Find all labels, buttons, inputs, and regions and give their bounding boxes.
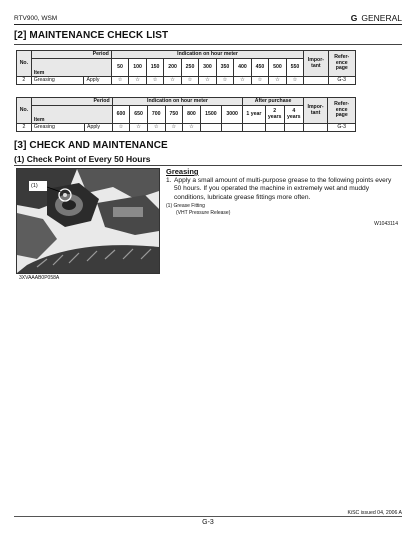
table2-period-header: Period xyxy=(31,98,112,106)
table2-mark: ☆ xyxy=(130,124,148,132)
table1-indication-header: Indication on hour meter xyxy=(111,51,303,59)
table1-hour: 250 xyxy=(181,59,198,77)
table2-mark xyxy=(284,124,303,132)
table2-row-action: Apply xyxy=(85,124,113,132)
table1-hour: 400 xyxy=(234,59,251,77)
table1-mark: ☆ xyxy=(181,77,198,85)
table2-mark: ☆ xyxy=(112,124,130,132)
table1-mark: ☆ xyxy=(216,77,233,85)
table1-mark: ☆ xyxy=(199,77,216,85)
section-letter: G xyxy=(350,13,358,23)
figure-caption: 3XVAAAB0P058A xyxy=(19,275,60,281)
table2-mark: ☆ xyxy=(183,124,201,132)
section-3-rule xyxy=(14,165,402,166)
table1-row-no: 2 xyxy=(17,77,32,85)
table2-mark: ☆ xyxy=(147,124,165,132)
table2-hour: 1500 xyxy=(200,106,221,124)
table1-mark: ☆ xyxy=(164,77,181,85)
table1-row-item: Greasing xyxy=(31,77,84,85)
table1-row-action: Apply xyxy=(84,77,111,85)
table1-hour: 350 xyxy=(216,59,233,77)
greasing-step xyxy=(166,177,398,202)
table2-mark xyxy=(200,124,221,132)
table2-indication-header: Indication on hour meter xyxy=(112,98,243,106)
section-header xyxy=(351,13,402,23)
table2-hour: 800 xyxy=(183,106,201,124)
table2-hour: 650 xyxy=(130,106,148,124)
step-text: Apply a small amount of multi-purpose grease to the following points every 50 hours. If you operated the machine in extremely wet and muddy conditions, lubricate grease fittings more often. xyxy=(174,177,392,201)
table2-row-item: Greasing xyxy=(31,124,84,132)
reference-code: W1043114 xyxy=(374,221,398,227)
table1-mark: ☆ xyxy=(286,77,304,85)
table2-after: 1 year xyxy=(243,106,265,124)
footer-rule xyxy=(14,516,402,517)
table2-hour: 600 xyxy=(112,106,130,124)
table2-row-no: 2 xyxy=(17,124,32,132)
table2-mark xyxy=(222,124,243,132)
table1-hour: 100 xyxy=(129,59,146,77)
table1-reference-header: Refer- ence page xyxy=(328,51,356,77)
greasing-heading: Greasing xyxy=(166,167,199,176)
grease-fitting-photo xyxy=(16,168,160,274)
table1-mark: ☆ xyxy=(269,77,286,85)
table1-period-header: Period xyxy=(31,51,111,59)
maintenance-table-2 xyxy=(16,97,356,132)
table1-hour: 300 xyxy=(199,59,216,77)
table1-hour: 450 xyxy=(251,59,268,77)
note-grease-fitting: (1) Grease Fitting xyxy=(166,203,205,209)
table1-hour: 150 xyxy=(146,59,163,77)
table2-no-header: No. xyxy=(17,98,32,124)
table1-important-header: Impor- tant xyxy=(304,51,328,77)
table1-no-header: No. xyxy=(17,51,32,77)
section-title: GENERAL xyxy=(361,13,402,23)
table1-mark: ☆ xyxy=(129,77,146,85)
table2-after-purchase-header: After purchase xyxy=(243,98,304,106)
section-2-rule xyxy=(14,44,402,45)
table2-mark: ☆ xyxy=(165,124,183,132)
section-3-subtitle: (1) Check Point of Every 50 Hours xyxy=(14,154,151,164)
page-number: G-3 xyxy=(202,519,214,526)
header-rule xyxy=(14,24,402,25)
table1-mark: ☆ xyxy=(234,77,251,85)
table2-hour: 3000 xyxy=(222,106,243,124)
table1-mark: ☆ xyxy=(111,77,128,85)
table2-item-header: Item xyxy=(31,106,112,124)
table1-hour: 50 xyxy=(111,59,128,77)
table2-hour: 700 xyxy=(147,106,165,124)
step-number: 1. xyxy=(166,177,172,184)
table2-row-ref: G-3 xyxy=(328,124,356,132)
table2-mark xyxy=(265,124,284,132)
document-code: RTV900, WSM xyxy=(14,15,58,22)
table2-reference-header: Refer- ence page xyxy=(328,98,356,124)
machine-illustration xyxy=(17,169,159,273)
table2-important-header: Impor- tant xyxy=(303,98,327,124)
table1-hour: 550 xyxy=(286,59,304,77)
table2-after: 2 years xyxy=(265,106,284,124)
table1-item-header: Item xyxy=(31,59,111,77)
table2-row-important xyxy=(303,124,327,132)
maintenance-table-1 xyxy=(16,50,356,85)
table1-hour: 200 xyxy=(164,59,181,77)
table2-hour: 750 xyxy=(165,106,183,124)
table2-mark xyxy=(243,124,265,132)
section-2-title: [2] MAINTENANCE CHECK LIST xyxy=(14,30,169,41)
table1-hour: 500 xyxy=(269,59,286,77)
callout-label: (1) xyxy=(31,183,38,189)
table2-after: 4 years xyxy=(284,106,303,124)
table1-mark: ☆ xyxy=(251,77,268,85)
issue-note: KiSC issued 04, 2006 A xyxy=(347,510,402,516)
table1-row-ref: G-3 xyxy=(328,77,356,85)
table1-mark: ☆ xyxy=(146,77,163,85)
table1-row-important xyxy=(304,77,328,85)
note-vht-pressure-release: (VHT Pressure Release) xyxy=(176,210,231,216)
section-3-title: [3] CHECK AND MAINTENANCE xyxy=(14,140,168,151)
